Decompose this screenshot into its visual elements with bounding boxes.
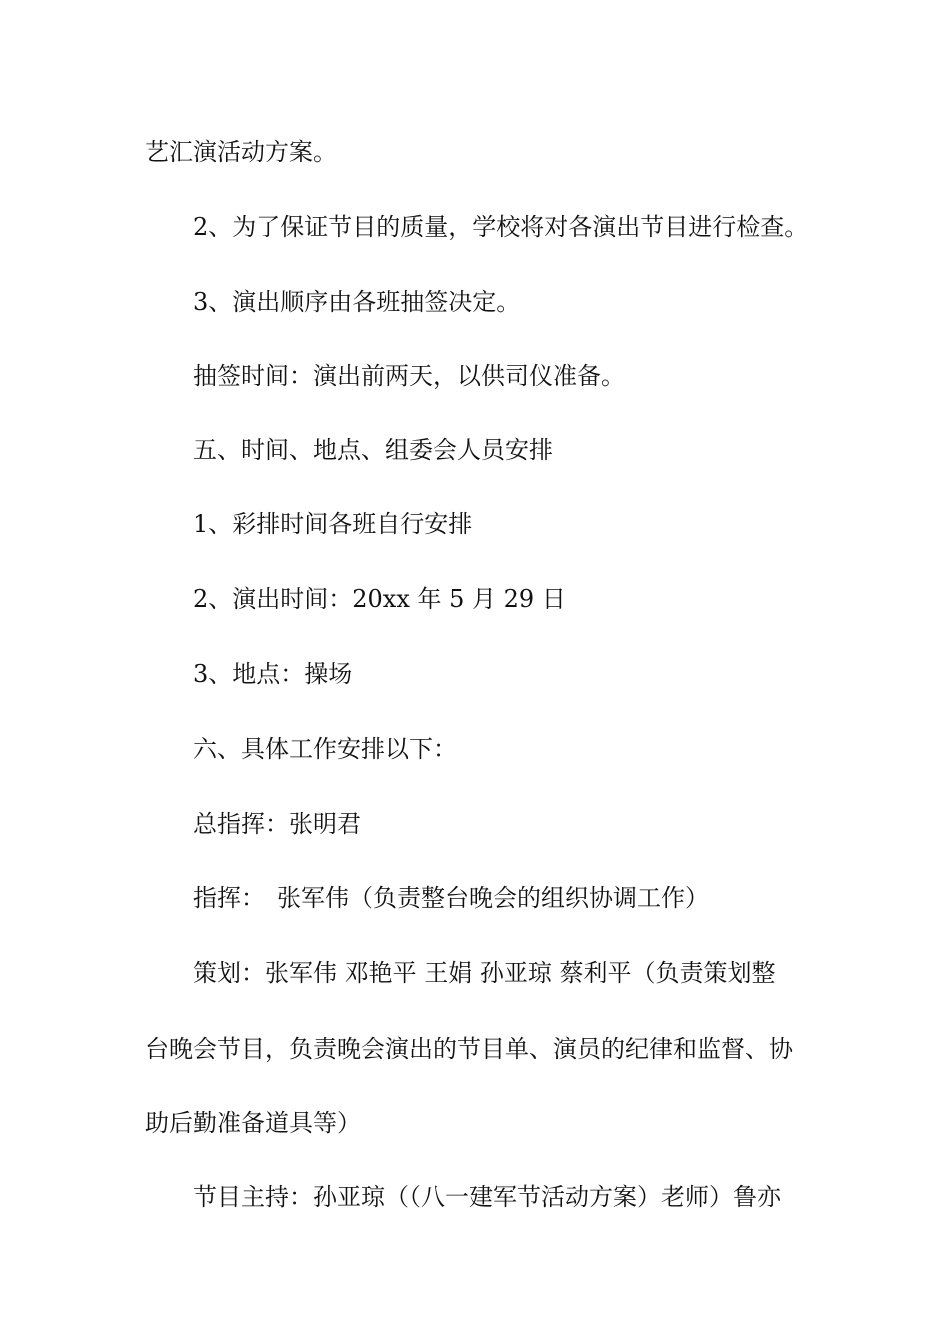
section-heading: 六、具体工作安排以下： (193, 735, 457, 763)
section-heading: 五、时间、地点、组委会人员安排 (193, 436, 553, 464)
paragraph-line: 2、演出时间：20xx 年 5 月 29 日 (193, 585, 566, 613)
paragraph-line: 台晚会节目，负责晚会演出的节目单、演员的纪律和监督、协 (145, 1035, 793, 1063)
paragraph-line: 1、彩排时间各班自行安排 (193, 510, 473, 538)
paragraph-line: 策划：张军伟 邓艳平 王娟 孙亚琼 蔡利平（负责策划整 (193, 959, 776, 987)
paragraph-line: 节目主持：孙亚琼（（八一建军节活动方案）老师）鲁亦 (193, 1183, 781, 1211)
paragraph-line: 3、地点：操场 (193, 660, 353, 688)
paragraph-line: 指挥： 张军伟（负责整台晚会的组织协调工作） (193, 884, 709, 912)
paragraph-line: 2、为了保证节目的质量，学校将对各演出节目进行检查。 (193, 213, 809, 241)
paragraph-line: 3、演出顺序由各班抽签决定。 (193, 288, 521, 316)
paragraph-line: 总指挥：张明君 (193, 810, 361, 838)
paragraph-line: 助后勤准备道具等） (145, 1109, 361, 1137)
paragraph-line: 抽签时间：演出前两天，以供司仪准备。 (193, 362, 625, 390)
paragraph-line: 艺汇演活动方案。 (145, 138, 337, 166)
